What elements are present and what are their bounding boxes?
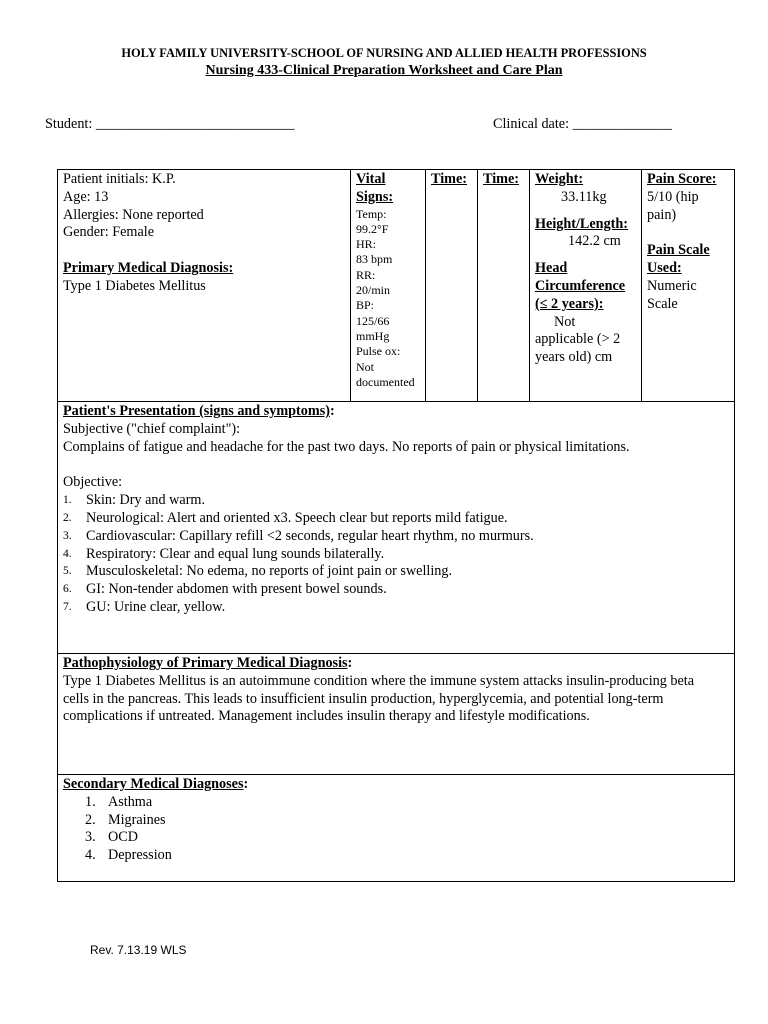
patient-initials: Patient initials: K.P. — [63, 171, 176, 187]
list-item-text: Respiratory: Clear and equal lung sounds bilaterally. — [86, 545, 385, 562]
vital-temp-value: 99.2°F — [356, 221, 389, 236]
pain-cell — [642, 170, 735, 402]
subjective-text: Complains of fatigue and headache for the past two days. No reports of pain or physical limitations. — [63, 438, 630, 455]
secondary-dx-cell — [58, 775, 735, 882]
list-item-number: 1. — [85, 793, 96, 810]
list-item-text: Migraines — [108, 811, 166, 828]
patho-heading: Pathophysiology of Primary Medical Diagnosis — [63, 655, 348, 671]
revision-footer: Rev. 7.13.19 WLS — [90, 943, 187, 957]
head-circ-label-1: Head — [535, 260, 568, 277]
header-course-title: Nursing 433-Clinical Preparation Worksheet and Care Plan — [205, 63, 563, 78]
vital-bp-unit: mmHg — [356, 328, 390, 343]
vital-pulse-ox-value-2: documented — [356, 374, 415, 389]
pain-scale-value-1: Numeric — [647, 277, 697, 294]
care-plan-table — [57, 169, 735, 882]
list-item — [63, 510, 730, 528]
vital-temp-label: Temp: — [356, 206, 387, 221]
vital-signs-values — [356, 207, 421, 391]
presentation-cell — [58, 402, 735, 654]
list-item-number: 3. — [63, 529, 72, 542]
pain-score-value-1: 5/10 (hip — [647, 188, 699, 205]
pain-scale-value-2: Scale — [647, 295, 678, 312]
head-circ-value-2: applicable (> 2 — [535, 331, 621, 348]
vital-hr-label: HR: — [356, 237, 377, 252]
list-item-number: 7. — [63, 600, 72, 613]
vital-signs-cell — [351, 170, 426, 402]
list-item-number: 3. — [85, 829, 96, 846]
vital-hr-value: 83 bpm — [356, 252, 393, 267]
list-item-text: Skin: Dry and warm. — [86, 492, 206, 509]
list-item — [63, 847, 730, 865]
measurements-cell — [530, 170, 642, 402]
weight-value: 33.11kg — [561, 188, 607, 205]
pain-score-value-2: pain) — [647, 206, 677, 223]
pathophysiology-row — [58, 654, 735, 775]
secondary-dx-heading-colon: : — [243, 776, 249, 792]
secondary-dx-row — [58, 775, 735, 882]
presentation-heading: Patient's Presentation (signs and symptoms) — [63, 403, 330, 419]
head-circ-value-3: years old) cm — [535, 349, 613, 366]
objective-label: Objective: — [63, 474, 123, 491]
time-label-1: Time: — [431, 171, 467, 187]
height-label: Height/Length: — [535, 215, 629, 232]
time-label-2: Time: — [483, 171, 519, 187]
primary-dx-label: Primary Medical Diagnosis: — [63, 260, 234, 277]
list-item-text: OCD — [108, 829, 138, 846]
pain-score-label: Pain Score: — [647, 171, 717, 187]
student-field[interactable]: Student: ____________________________ — [45, 116, 295, 132]
list-item-text: GI: Non-tender abdomen with present bowel sounds. — [86, 581, 387, 598]
presentation-row — [58, 402, 735, 654]
list-item-number: 4. — [85, 847, 96, 864]
list-item — [63, 829, 730, 847]
objective-list — [63, 492, 730, 617]
vital-signs-label-2: Signs: — [356, 188, 394, 205]
vital-pulse-ox-label: Pulse ox: — [356, 344, 401, 359]
list-item-number: 2. — [85, 811, 96, 828]
list-item — [63, 794, 730, 812]
pain-scale-label-1: Pain Scale — [647, 242, 710, 259]
vital-rr-value: 20/min — [356, 283, 391, 298]
list-item-text: Musculoskeletal: No edema, no reports of joint pain or swelling. — [86, 563, 453, 580]
list-item-text: Cardiovascular: Capillary refill <2 seconds, regular heart rhythm, no murmurs. — [86, 527, 534, 544]
weight-label: Weight: — [535, 171, 584, 187]
secondary-dx-list — [63, 794, 730, 865]
list-item — [63, 599, 730, 617]
list-item — [63, 528, 730, 546]
list-item-number: 5. — [63, 565, 72, 578]
list-item — [63, 546, 730, 564]
patient-info-cell — [58, 170, 351, 402]
list-item-text: Depression — [108, 847, 172, 864]
primary-dx-value: Type 1 Diabetes Mellitus — [63, 277, 206, 294]
list-item — [63, 563, 730, 581]
height-value: 142.2 cm — [568, 233, 621, 250]
list-item-text: Neurological: Alert and oriented x3. Speech clear but reports mild fatigue. — [86, 509, 508, 526]
list-item-number: 1. — [63, 494, 72, 507]
vital-signs-label-1: Vital — [356, 171, 386, 187]
time-cell-2[interactable] — [478, 170, 530, 402]
subjective-label: Subjective ("chief complaint"): — [63, 420, 241, 437]
list-item-number: 6. — [63, 583, 72, 596]
clinical-date-field[interactable]: Clinical date: ______________ — [493, 116, 672, 132]
time-cell-1[interactable] — [426, 170, 478, 402]
head-circ-label-3: (≤ 2 years): — [535, 295, 604, 312]
patho-text: Type 1 Diabetes Mellitus is an autoimmune condition where the immune system attacks insulin-producing beta cells in the pancreas. This leads to insufficient insulin production, hyperglycemia, and potential long-term complications if untreated. Management includes insulin therapy and lifestyle modifications. — [63, 672, 695, 725]
list-item — [63, 812, 730, 830]
list-item-number: 4. — [63, 547, 72, 560]
header-institution: HOLY FAMILY UNIVERSITY-SCHOOL OF NURSING AND ALLIED HEALTH PROFESSIONS — [121, 46, 647, 60]
list-item — [63, 581, 730, 599]
vitals-row — [58, 170, 735, 402]
list-item-text: GU: Urine clear, yellow. — [86, 598, 226, 615]
vital-bp-label: BP: — [356, 298, 375, 313]
presentation-heading-colon: : — [329, 403, 335, 419]
list-item-number: 2. — [63, 511, 72, 524]
list-item-text: Asthma — [108, 793, 153, 810]
patient-age: Age: 13 — [63, 188, 109, 205]
head-circ-value-1: Not — [554, 313, 576, 330]
patho-heading-colon: : — [347, 655, 353, 671]
patient-allergies: Allergies: None reported — [63, 206, 204, 223]
patient-gender: Gender: Female — [63, 224, 154, 241]
vital-rr-label: RR: — [356, 267, 376, 282]
vital-bp-value: 125/66 — [356, 313, 390, 328]
pain-scale-label-2: Used: — [647, 260, 682, 277]
vital-pulse-ox-value-1: Not — [356, 359, 374, 374]
head-circ-label-2: Circumference — [535, 277, 626, 294]
secondary-dx-heading: Secondary Medical Diagnoses — [63, 776, 244, 792]
pathophysiology-cell — [58, 654, 735, 775]
list-item — [63, 492, 730, 510]
